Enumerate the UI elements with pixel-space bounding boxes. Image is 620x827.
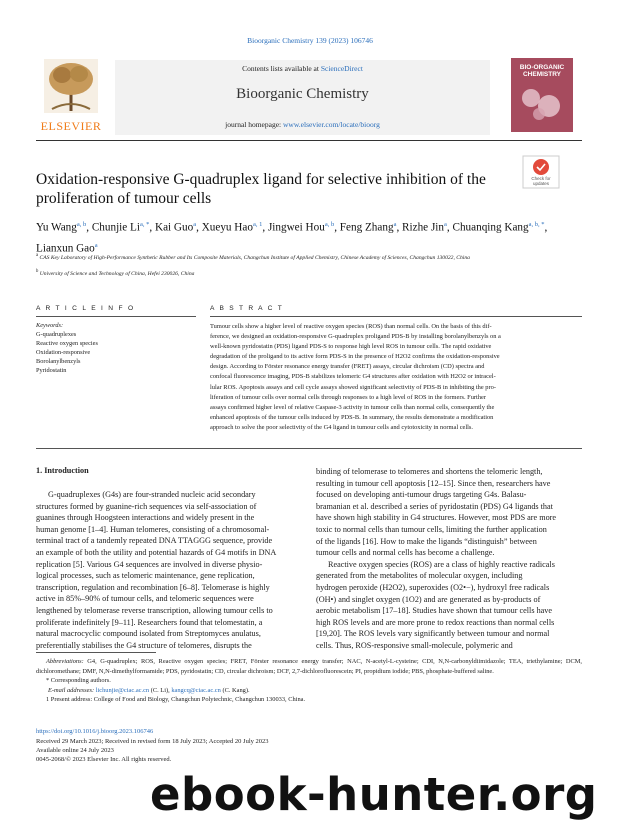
text-line: resulting in tumour cell apoptosis [12–15]. Since then, researchers have [316,478,551,488]
cover-title: BIO-ORGANIC CHEMISTRY [519,64,565,78]
text-line: logical processes, such as telomeric maintenance, gene replication, [36,571,255,581]
footnote-rule [36,652,156,653]
check-updates-label: Check for updates [531,176,551,186]
author-name[interactable]: Chunjie Li [91,221,140,234]
contents-line: Contents lists available at ScienceDirect [242,64,363,73]
abstract-text [210,322,582,433]
author-name[interactable]: Lianxun Gao [36,242,95,255]
text-line: toxic to normal cells than tumour cells, limiting the further application [316,524,547,534]
text-line: design. According to Förster resonance energy transfer (FRET) assays, circular dichroism (CD) spectra and [210,363,485,371]
text-line: replication [5]. Various G4 sequences are involved in diverse physio- [36,559,263,569]
homepage-link[interactable]: www.elsevier.com/locate/bioorg [283,120,380,129]
keyword-item: Oxidation-responsive [36,349,91,356]
text-line: an example of both the utility and potential hazards of G4 motifs in DNA [36,547,277,557]
text-line: assays confirmed higher level of relative Caspase-3 activity in tumour cells than normal cells, consequently the [210,403,495,411]
doi-link[interactable]: https://doi.org/10.1016/j.bioorg.2023.106746 [36,728,154,735]
text-line: (OH•) and singlet oxygen (1O2) and are generated as by-products of [316,594,541,604]
text-line: terminal tract of a tandemly repeated DNA TTAGGG sequence, provide [36,536,273,546]
text-line: bramanian et al. described a series of pyridostatin (PDS) G4 ligands that [316,501,553,511]
author-affiliation-marker[interactable]: a [444,221,447,228]
cover-art-icon [517,84,567,124]
available-online: Available online 24 July 2023 [36,747,114,754]
author-affiliation-marker[interactable]: a, b, * [528,221,545,228]
author-name[interactable]: Rizhe Jin [402,221,444,234]
running-head: Bioorganic Chemistry 139 (2023) 106746 [247,36,373,45]
email-line: E-mail addresses: lichunjie@ciac.ac.cn (C. Li), kangcq@ciac.ac.cn (C. Kang). [48,686,250,694]
article-title: Oxidation-responsive G-quadruplex ligand for selective inhibition of the proliferation of tumour cells [36,171,486,207]
elsevier-logo [36,55,106,135]
keyword-item: Reactive oxygen species [36,340,98,347]
journal-header [115,60,490,135]
footnotes [36,657,582,705]
author-affiliation-marker[interactable]: a [193,221,197,228]
text-line: Tumour cells show a higher level of reactive oxygen species (ROS) than normal cells. On the basis of this dif- [210,323,492,330]
author-affiliation-marker[interactable]: a [393,221,397,228]
text-line: cells. Thus, ROS-responsive small-molecule, polymeric and [316,640,513,650]
text-line: liferation of tumour cells over normal cells through responses to a high level of ROS in the formers. Further [210,393,486,401]
sciencedirect-link[interactable]: ScienceDirect [320,64,363,73]
author-affiliation-marker[interactable]: a [94,241,98,249]
watermark: ebook-hunter.org [150,768,598,821]
present-address-note: 1 Present address: College of Food and Biology, Changchun Polytechnic, Changchun 130033, China. [46,696,306,703]
text-line: high ROS levels and are more prone to redox reactions than normal cells [316,617,555,627]
text-line: proliferate indefinitely [9–11]. Researchers found that telomestatin, a [36,617,263,627]
text-line: approach to solve the poor selectivity of the G4 ligand in tumour cells and cytotoxicity in normal cells. [210,423,474,431]
author-name[interactable]: Jingwei Hou [267,221,325,234]
email-link-li[interactable]: lichunjie@ciac.ac.cn [95,686,150,694]
article-info-label: A R T I C L E I N F O [36,305,135,312]
text-line: transcription, regulation and recombination [6–8]. Telomerase is highly [36,582,270,592]
author-name[interactable]: Feng Zhang [339,221,394,234]
homepage-line: journal homepage: www.elsevier.com/locate/bioorg [225,120,380,129]
intro-right-column [316,466,584,652]
text-line: lular ROS. Apoptosis assays and cell cycle assays showed significant selectivity of PDS-B in inhibiting the pro- [210,383,496,391]
text-line: Reactive oxygen species (ROS) are a class of highly reactive radicals [328,559,555,569]
elsevier-tree-icon [44,59,98,113]
received-dates: Received 29 March 2023; Received in revised form 18 July 2023; Accepted 20 July 2023 [36,738,269,745]
text-line: generated from the metabolites of molecular oxygen, including [316,571,523,581]
text-line: aerobic metabolism [17–18]. Studies have shown that tumour cells have [316,606,553,616]
text-line: natural macrocyclic compound isolated from Streptomyces anulatus, [36,629,261,639]
corresponding-note: * Corresponding authors. [46,677,111,684]
text-line: binding of telomerase to telomeres and shortens the telomeric length, [316,467,543,476]
introduction-heading: 1. Introduction [36,466,89,475]
keyword-item: Borolanylbenzyls [36,358,81,365]
text-line: preferentially stabilises the G4 structure of telomeres, disrupts the [36,640,252,650]
text-line: degradation of the proligand to its active form PDS-S in the presence of H2O2 confirms the oxidation-responsive [210,353,500,361]
text-line: [19,20]. The ROS levels vary significantly between tumour and normal [316,629,550,639]
author-name[interactable]: Xueyu Hao [201,221,253,234]
text-line: tumour cells and normal cells has become a challenge. [316,548,495,558]
abstract-label: A B S T R A C T [210,305,284,312]
header-rule [36,140,582,141]
text-line: human genome [1–4]. Human telomeres, consisting of a chromosomal- [36,524,270,534]
abstract-rule [210,316,582,317]
text-line: guanines through Hoogsteen interactions and widely present in the [36,513,255,523]
email-link-kang[interactable]: kangcq@ciac.ac.cn [171,686,221,694]
text-line: enhanced apoptosis of the tumour cells induced by PDS-B. In summary, the results demonstrate a modification [210,413,494,421]
author-name[interactable]: Chuanqing Kang [452,221,529,234]
text-line: ference, we designed an oxidation-responsive G-quadruplex proligand PDS-B by installing borolanylbenzyls on a [210,333,501,341]
text-line: hydrogen peroxide (H2O2), superoxides (O2•−), hydroxyl free radicals [316,582,550,592]
author-affiliation-marker[interactable]: a, b [76,221,87,228]
text-line: active in 85%–90% of tumour cells, and telomeric sequences were [36,594,254,604]
elsevier-wordmark: ELSEVIER [40,119,102,133]
text-line: of the ligands [16]. How to make the ligands “distinguish” between [316,536,537,546]
keyword-item: Pyridostatin [36,367,67,374]
text-line: have shown high stability in G4 structures. However, most PDS are more [316,513,557,523]
affiliation-a: $^a$ CAS Key Laboratory of High-Performance Synthetic Rubber and Its Composite Materials, Changchun Institute of Applied Chemistry, Chinese Academy of Sciences, Changchun 130022, China [36,253,470,261]
text-line: confocal fluorescence imaging, PDS-B stabilizes telomeric G4 structures after oxidation with H2O2 or intracel- [210,373,496,381]
author-list: Yu Wang$^{a, b}$, Chunjie $Li^{a, *}$, Kai Guo$^a$, Xueyu Hao$^{a, 1}$, Jingwei Hou$^{a, b}$, Feng Zhang$^a$, Rizhe Jin$^a$, Chuanqing Kang$^{a, b, *}$, Lianxun Gao$^a$ [36,221,548,255]
author-name[interactable]: Kai Guo [154,221,194,234]
author-affiliation-marker[interactable]: a, * [140,221,150,228]
author-affiliation-marker[interactable]: a, 1 [252,221,263,228]
text-line: focused on developing anti-tumour drugs targeting G4s. Balasu- [316,490,527,500]
article-info-rule [36,316,196,317]
text-line: structures formed by guanine-rich sequences via self-association of [36,501,257,511]
intro-left-column [36,489,304,651]
check-for-updates-button[interactable] [522,155,560,189]
keywords-label: Keywords: [36,322,64,329]
copyright: 0045-2068/© 2023 Elsevier Inc. All rights reserved. [36,756,172,763]
journal-name: Bioorganic Chemistry [236,86,369,102]
author-affiliation-marker[interactable]: a, b [324,221,335,228]
journal-cover [511,58,573,132]
text-line: G-quadruplexes (G4s) are four-stranded nucleic acid secondary [48,490,256,499]
keyword-item: G-quadruplexes [36,331,77,338]
abstract-bottom-rule [36,448,582,449]
text-line: lengthened by telomerase reverse transcription, allowing tumour cells to [36,605,273,615]
abbreviations: Abbreviations: G4, G-quadruplex; ROS, Reactive oxygen species; FRET, Förster resonance energy transfer; NAC, N-acetyl-L-cysteine; CDI, N,N-carbonyldiimidazole; TEA, triethylamine; DCM, dichloromethane; DMF, N,N-dimethylformamide; PDS, pyridostatin; CD, circular dichroism; DCF, 2,7-dichlorofluorescein; PI, propidium iodide; PBS, phosphate-buffered saline. [36,658,582,675]
text-line: well-known pyridostatin (PDS) ligand PDS-S to response high level ROS in tumour cells. The rapid oxidative [210,343,492,351]
affiliation-b: $^b$ University of Science and Technology of China, Hefei 230026, China [36,269,195,277]
author-name[interactable]: Yu Wang [36,221,77,234]
